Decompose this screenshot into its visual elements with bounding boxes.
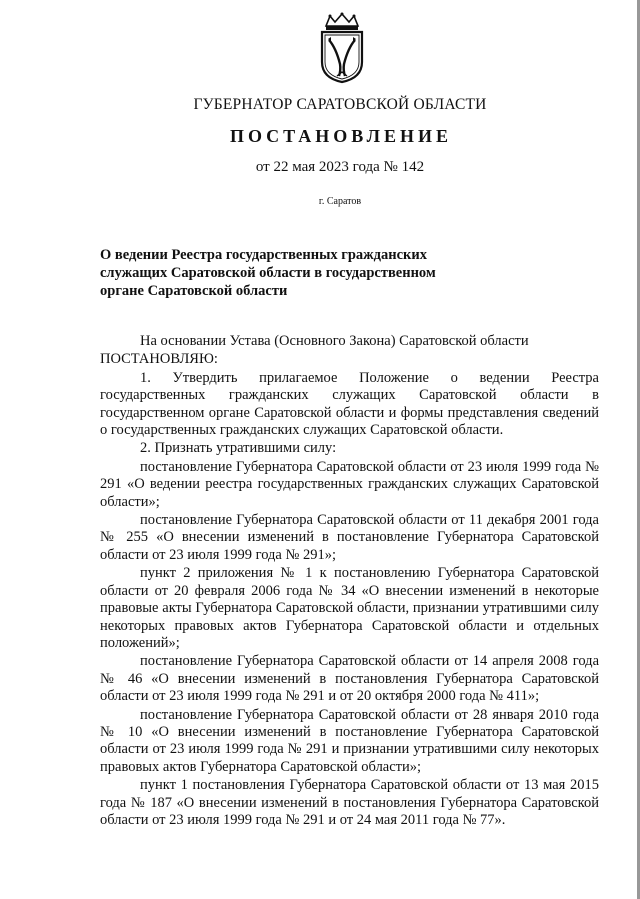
body-paragraph-preamble: На основании Устава (Основного Закона) Саратовской области	[140, 333, 529, 349]
document-city: г. Саратов	[318, 196, 362, 207]
subject-line: органе Саратовской области	[100, 283, 288, 299]
body-paragraph-repeal-3: пункт 2 приложения № 1 к постановлению Губернатора Саратовской области от 20 февраля 2006 года № 34 «О внесении изменений в некоторые правовые акты Губернатора Саратовской области, признании утратившими силу некоторых правовых актов Губернатора Саратовской области и отдельных положений»;	[100, 565, 599, 651]
issuer-heading: ГУБЕРНАТОР САРАТОВСКОЙ ОБЛАСТИ	[193, 96, 487, 113]
body-paragraph-resolve: ПОСТАНОВЛЯЮ:	[100, 351, 218, 368]
document-body	[100, 333, 599, 830]
subject-line: О ведении Реестра государственных гражданских	[100, 247, 428, 263]
body-paragraph-repeal-2: постановление Губернатора Саратовской области от 11 декабря 2001 года № 255 «О внесении изменений в постановление Губернатора Саратовской области от 23 июля 1999 года № 291»;	[100, 512, 599, 563]
document-type-title: ПОСТАНОВЛЕНИЕ	[229, 126, 453, 146]
body-paragraph-item-2: 2. Признать утратившими силу:	[140, 440, 337, 457]
document-subject	[100, 246, 460, 300]
body-paragraph-repeal-6: пункт 1 постановления Губернатора Саратовской области от 13 мая 2015 года № 187 «О внесении изменений в постановления Губернатора Саратовской области от 23 июля 1999 года № 291 и от 24 мая 2011 года № 77».	[100, 777, 599, 828]
subject-line: служащих Саратовской области в государственном	[100, 265, 436, 281]
body-paragraph-item-1: 1. Утвердить прилагаемое Положение о ведении Реестра государственных гражданских служащих Саратовской области в государственном органе Саратовской области и формы представления сведений о государственных гражданских служащих Саратовской области.	[100, 369, 599, 439]
coat-of-arms-emblem	[316, 12, 368, 84]
document-date-number: от 22 мая 2023 года № 142	[255, 159, 425, 175]
body-paragraph-repeal-1: постановление Губернатора Саратовской области от 23 июля 1999 года № 291 «О ведении реестра государственных гражданских служащих Саратовской области»;	[100, 458, 599, 510]
body-paragraph-repeal-4: постановление Губернатора Саратовской области от 14 апреля 2008 года № 46 «О внесении изменений в постановления Губернатора Саратовской области от 23 июля 1999 года № 291 и от 20 октября 2000 года № 411»;	[100, 653, 599, 705]
body-paragraph-repeal-5: постановление Губернатора Саратовской области от 28 января 2010 года № 10 «О внесении изменений в постановление Губернатора Саратовской области от 23 июля 1999 года № 291 и признании утратившими силу некоторых правовых актов Губернатора Саратовской области»;	[100, 706, 599, 775]
